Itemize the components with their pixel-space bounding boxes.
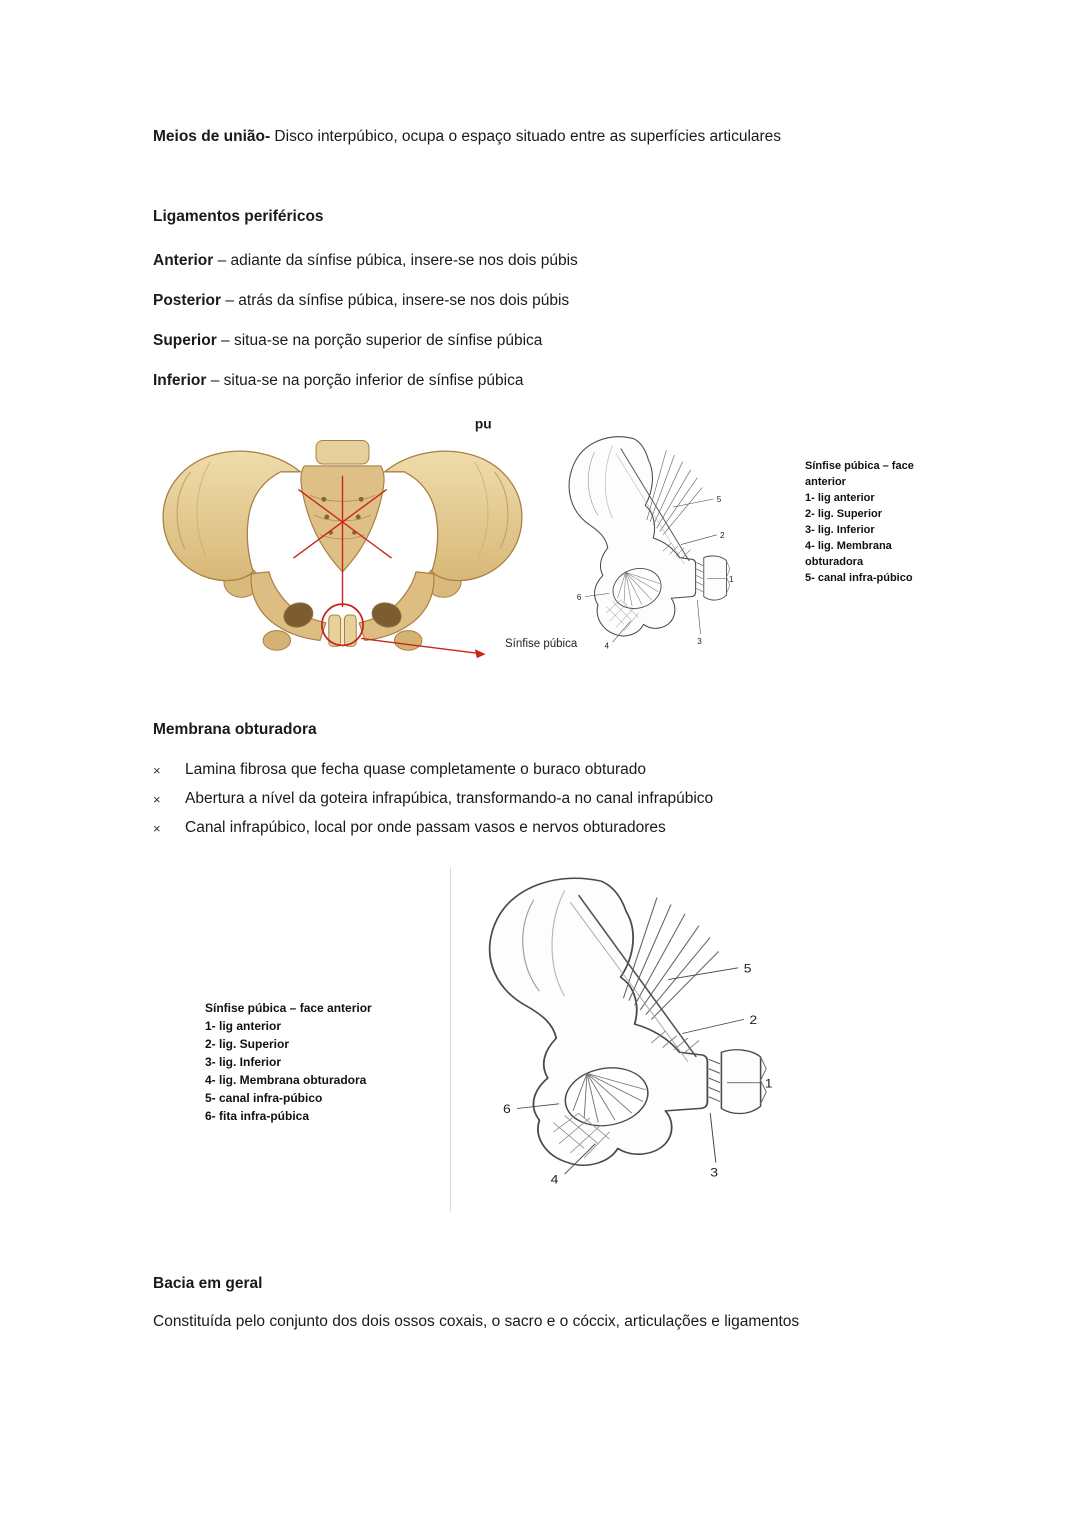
ligament-item-inferior: [153, 370, 943, 391]
ligament-text: – situa-se na porção inferior de sínfise púbica: [206, 372, 524, 389]
bullet-text: Lamina fibrosa que fecha quase completamente o buraco obturado: [185, 761, 646, 778]
pelvis-color-illustration: [150, 413, 535, 663]
pubic-symphysis: [329, 615, 356, 646]
paragraph-bacia: Constituída pelo conjunto dos dois ossos coxais, o sacro e o cóccix, articulações e ligamentos: [153, 1313, 800, 1330]
arrowhead: [475, 649, 486, 658]
ligament-term: Posterior: [153, 292, 222, 309]
bullet-text: Canal infrapúbico, local por onde passam vasos e nervos obturadores: [185, 819, 666, 836]
hip-bone-sketch-large: [450, 867, 801, 1212]
caption-title: Sínfise púbica – face anterior: [805, 460, 914, 488]
caption-line: 6- fita infra-púbica: [205, 1109, 310, 1123]
bullet-text: Abertura a nível da goteira infrapúbica, transformando-a no canal infrapúbico: [185, 790, 714, 807]
x-bullet-icon: ×: [153, 792, 161, 807]
caption-line: 2- lig. Superior: [805, 507, 883, 520]
bullet-item: [153, 788, 943, 810]
ligament-text: – atrás da sínfise púbica, insere-se nos dois púbis: [221, 292, 570, 309]
hip-bone-sketch-small: [548, 429, 744, 665]
caption-line: 3- lig. Inferior: [805, 523, 875, 536]
x-bullet-icon: ×: [153, 821, 161, 836]
callout-number-6: 6: [576, 592, 582, 602]
bullet-item: [153, 759, 943, 781]
caption-line: 5- canal infra-púbico: [805, 571, 913, 584]
callout-number-5: 5: [716, 495, 722, 505]
document-content: [153, 126, 943, 1332]
callout-number-3: 3: [697, 636, 702, 646]
bullet-item: [153, 817, 943, 839]
caption-title: Sínfise púbica – face anterior: [205, 1001, 372, 1015]
callout-number-4: 4: [604, 641, 610, 651]
figure2-caption: [205, 999, 390, 1125]
heading-ligamentos-perifericos: Ligamentos periféricos: [153, 208, 324, 225]
ligament-text: – adiante da sínfise púbica, insere-se nos dois púbis: [213, 252, 578, 269]
callout-number-1: 1: [729, 574, 734, 584]
heading-membrana-obturadora: Membrana obturadora: [153, 721, 317, 738]
ligament-item-anterior: [153, 250, 943, 271]
heading-bacia-em-geral: Bacia em geral: [153, 1275, 263, 1292]
caption-line: 2- lig. Superior: [205, 1037, 290, 1051]
caption-line: 1- lig anterior: [805, 491, 875, 504]
ligament-item-superior: [153, 330, 943, 351]
intro-term: Meios de união-: [153, 128, 271, 145]
caption-line: 5- canal infra-púbico: [205, 1091, 323, 1105]
caption-line: 4- lig. Membrana obturadora: [805, 539, 892, 568]
cropped-label: pu: [474, 416, 492, 432]
caption-line: 4- lig. Membrana obturadora: [205, 1073, 367, 1087]
callout-number-3: 3: [710, 1165, 718, 1180]
figure-pelvis-and-symphysis: [153, 413, 943, 667]
callout-number-1: 1: [764, 1076, 773, 1091]
ligament-term: Superior: [153, 332, 217, 349]
ligament-item-posterior: [153, 290, 943, 311]
hip-bone-line-drawing: [461, 867, 783, 1207]
membrana-bullet-list: [153, 759, 943, 839]
callout-number-2: 2: [720, 531, 725, 541]
figure-symphysis-large: [153, 867, 943, 1215]
figure1-caption: [805, 459, 923, 587]
callout-number-5: 5: [743, 961, 752, 976]
ligament-text: – situa-se na porção superior de sínfise púbica: [216, 332, 543, 349]
callout-number-2: 2: [749, 1013, 758, 1027]
symphysis-arrow-label: Sínfise púbica: [505, 638, 578, 650]
caption-line: 3- lig. Inferior: [205, 1055, 282, 1069]
pelvis-anterior-view-drawing: [150, 413, 535, 663]
left-iliac-wing: [163, 451, 300, 580]
ligament-term: Anterior: [153, 252, 214, 269]
hip-bone-line-drawing: [548, 429, 744, 665]
right-iliac-wing: [385, 451, 522, 580]
intro-text: Disco interpúbico, ocupa o espaço situado entre as superfícies articulares: [270, 128, 782, 145]
paragraph-meios-de-uniao: [153, 126, 943, 147]
callout-number-6: 6: [503, 1102, 511, 1116]
ligament-term: Inferior: [153, 372, 207, 389]
callout-number-4: 4: [550, 1172, 559, 1187]
x-bullet-icon: ×: [153, 763, 161, 778]
caption-line: 1- lig anterior: [205, 1019, 282, 1033]
